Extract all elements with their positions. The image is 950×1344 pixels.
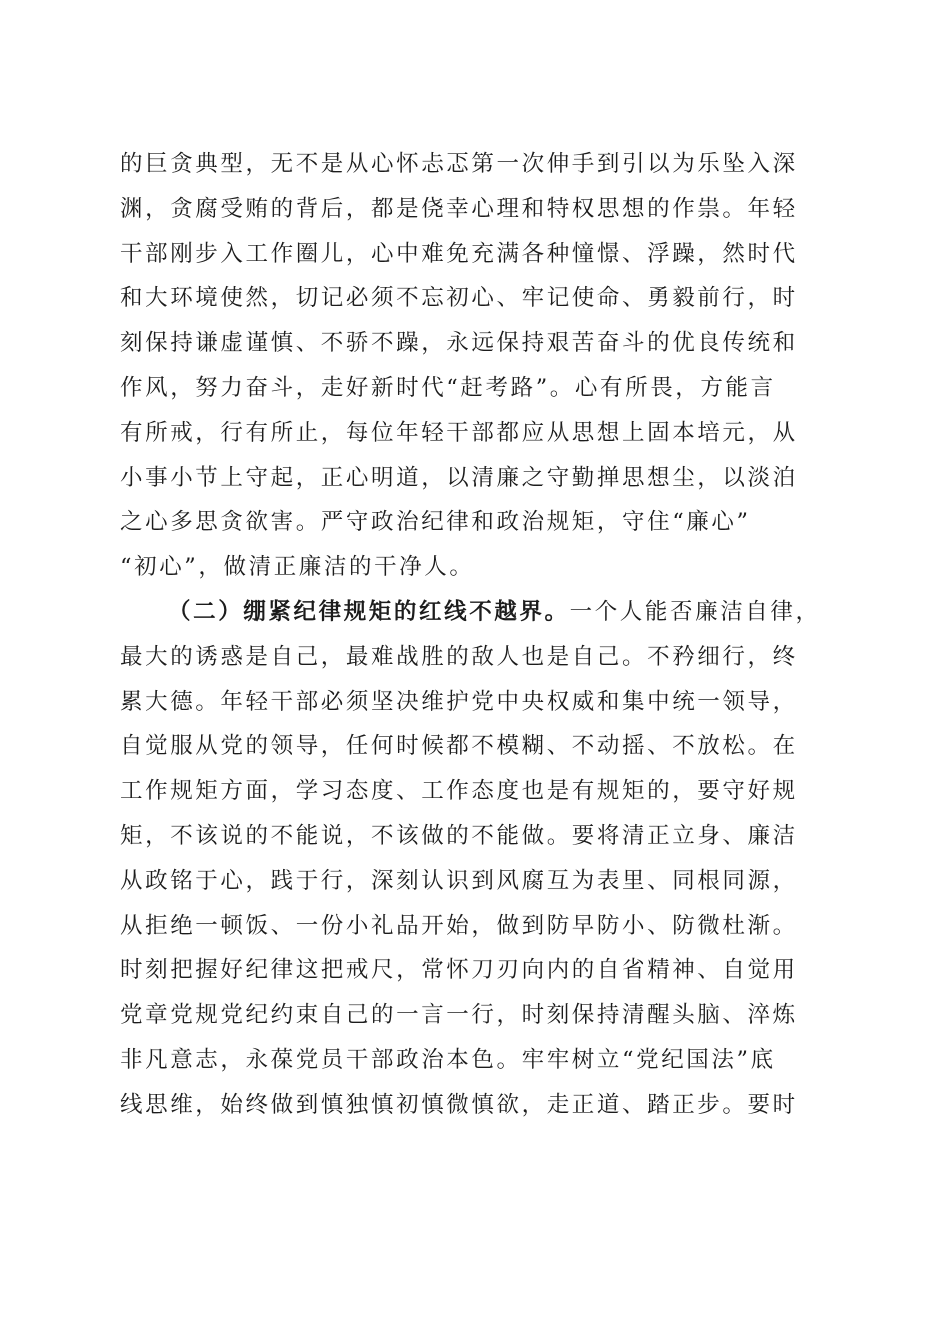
text-line: 之心多思贪欲害。严守政治纪律和政治规矩，守住“廉心” bbox=[120, 509, 751, 536]
text-line: 累大德。年轻干部必须坚决维护党中央权威和集中统一领导， bbox=[120, 688, 798, 715]
text-line: 从拒绝一顿饭、一份小礼品开始，做到防早防小、防微杜渐。 bbox=[120, 912, 798, 939]
text-line: 有所戒，行有所止，每位年轻干部都应从思想上固本培元，从 bbox=[120, 419, 798, 446]
text-line: 矩，不该说的不能说，不该做的不能做。要将清正立身、廉洁 bbox=[120, 822, 798, 849]
text-line: 非凡意志，永葆党员干部政治本色。牢牢树立“党纪国法”底 bbox=[120, 1046, 776, 1073]
text-line: 和大环境使然，切记必须不忘初心、牢记使命、勇毅前行，时 bbox=[120, 285, 798, 312]
paragraph-2-first-line bbox=[120, 590, 830, 635]
text-line: “初心”，做清正廉洁的干净人。 bbox=[120, 554, 475, 581]
text-line: 党章党规党纪约束自己的一言一行，时刻保持清醒头脑、淬炼 bbox=[120, 1002, 798, 1029]
text-line: 从政铭于心，践于行，深刻认识到风腐互为表里、同根同源， bbox=[120, 867, 798, 894]
paragraph-1 bbox=[120, 142, 830, 590]
text-line: 时刻把握好纪律这把戒尺，常怀刀刃向内的自省精神、自觉用 bbox=[120, 957, 798, 984]
body-text bbox=[120, 142, 830, 1128]
text-line: 的巨贪典型，无不是从心怀忐忑第一次伸手到引以为乐坠入深 bbox=[120, 151, 798, 177]
text-line: 最大的诱惑是自己，最难战胜的敌人也是自己。不矜细行，终 bbox=[120, 643, 798, 670]
text-line: 自觉服从党的领导，任何时候都不模糊、不动摇、不放松。在 bbox=[120, 733, 798, 760]
text-line: 干部刚步入工作圈儿，心中难免充满各种憧憬、浮躁，然时代 bbox=[120, 240, 798, 267]
text-run: 一个人能否廉洁自律， bbox=[569, 598, 821, 625]
section-heading: （二）绷紧纪律规矩的红线不越界。 bbox=[168, 598, 570, 625]
text-line: 小事小节上守起，正心明道，以清廉之守勤掸思想尘，以淡泊 bbox=[120, 464, 798, 491]
text-line: 刻保持谦虚谨慎、不骄不躁，永远保持艰苦奋斗的优良传统和 bbox=[120, 330, 798, 357]
text-line: 线思维，始终做到慎独慎初慎微慎欲，走正道、踏正步。要时 bbox=[120, 1091, 798, 1118]
text-line: 工作规矩方面，学习态度、工作态度也是有规矩的，要守好规 bbox=[120, 778, 798, 805]
text-line: 作风，努力奋斗，走好新时代“赶考路”。心有所畏，方能言 bbox=[120, 374, 776, 401]
paragraph-2 bbox=[120, 590, 830, 1128]
text-line: 渊，贪腐受贿的背后，都是侥幸心理和特权思想的作祟。年轻 bbox=[120, 195, 798, 222]
